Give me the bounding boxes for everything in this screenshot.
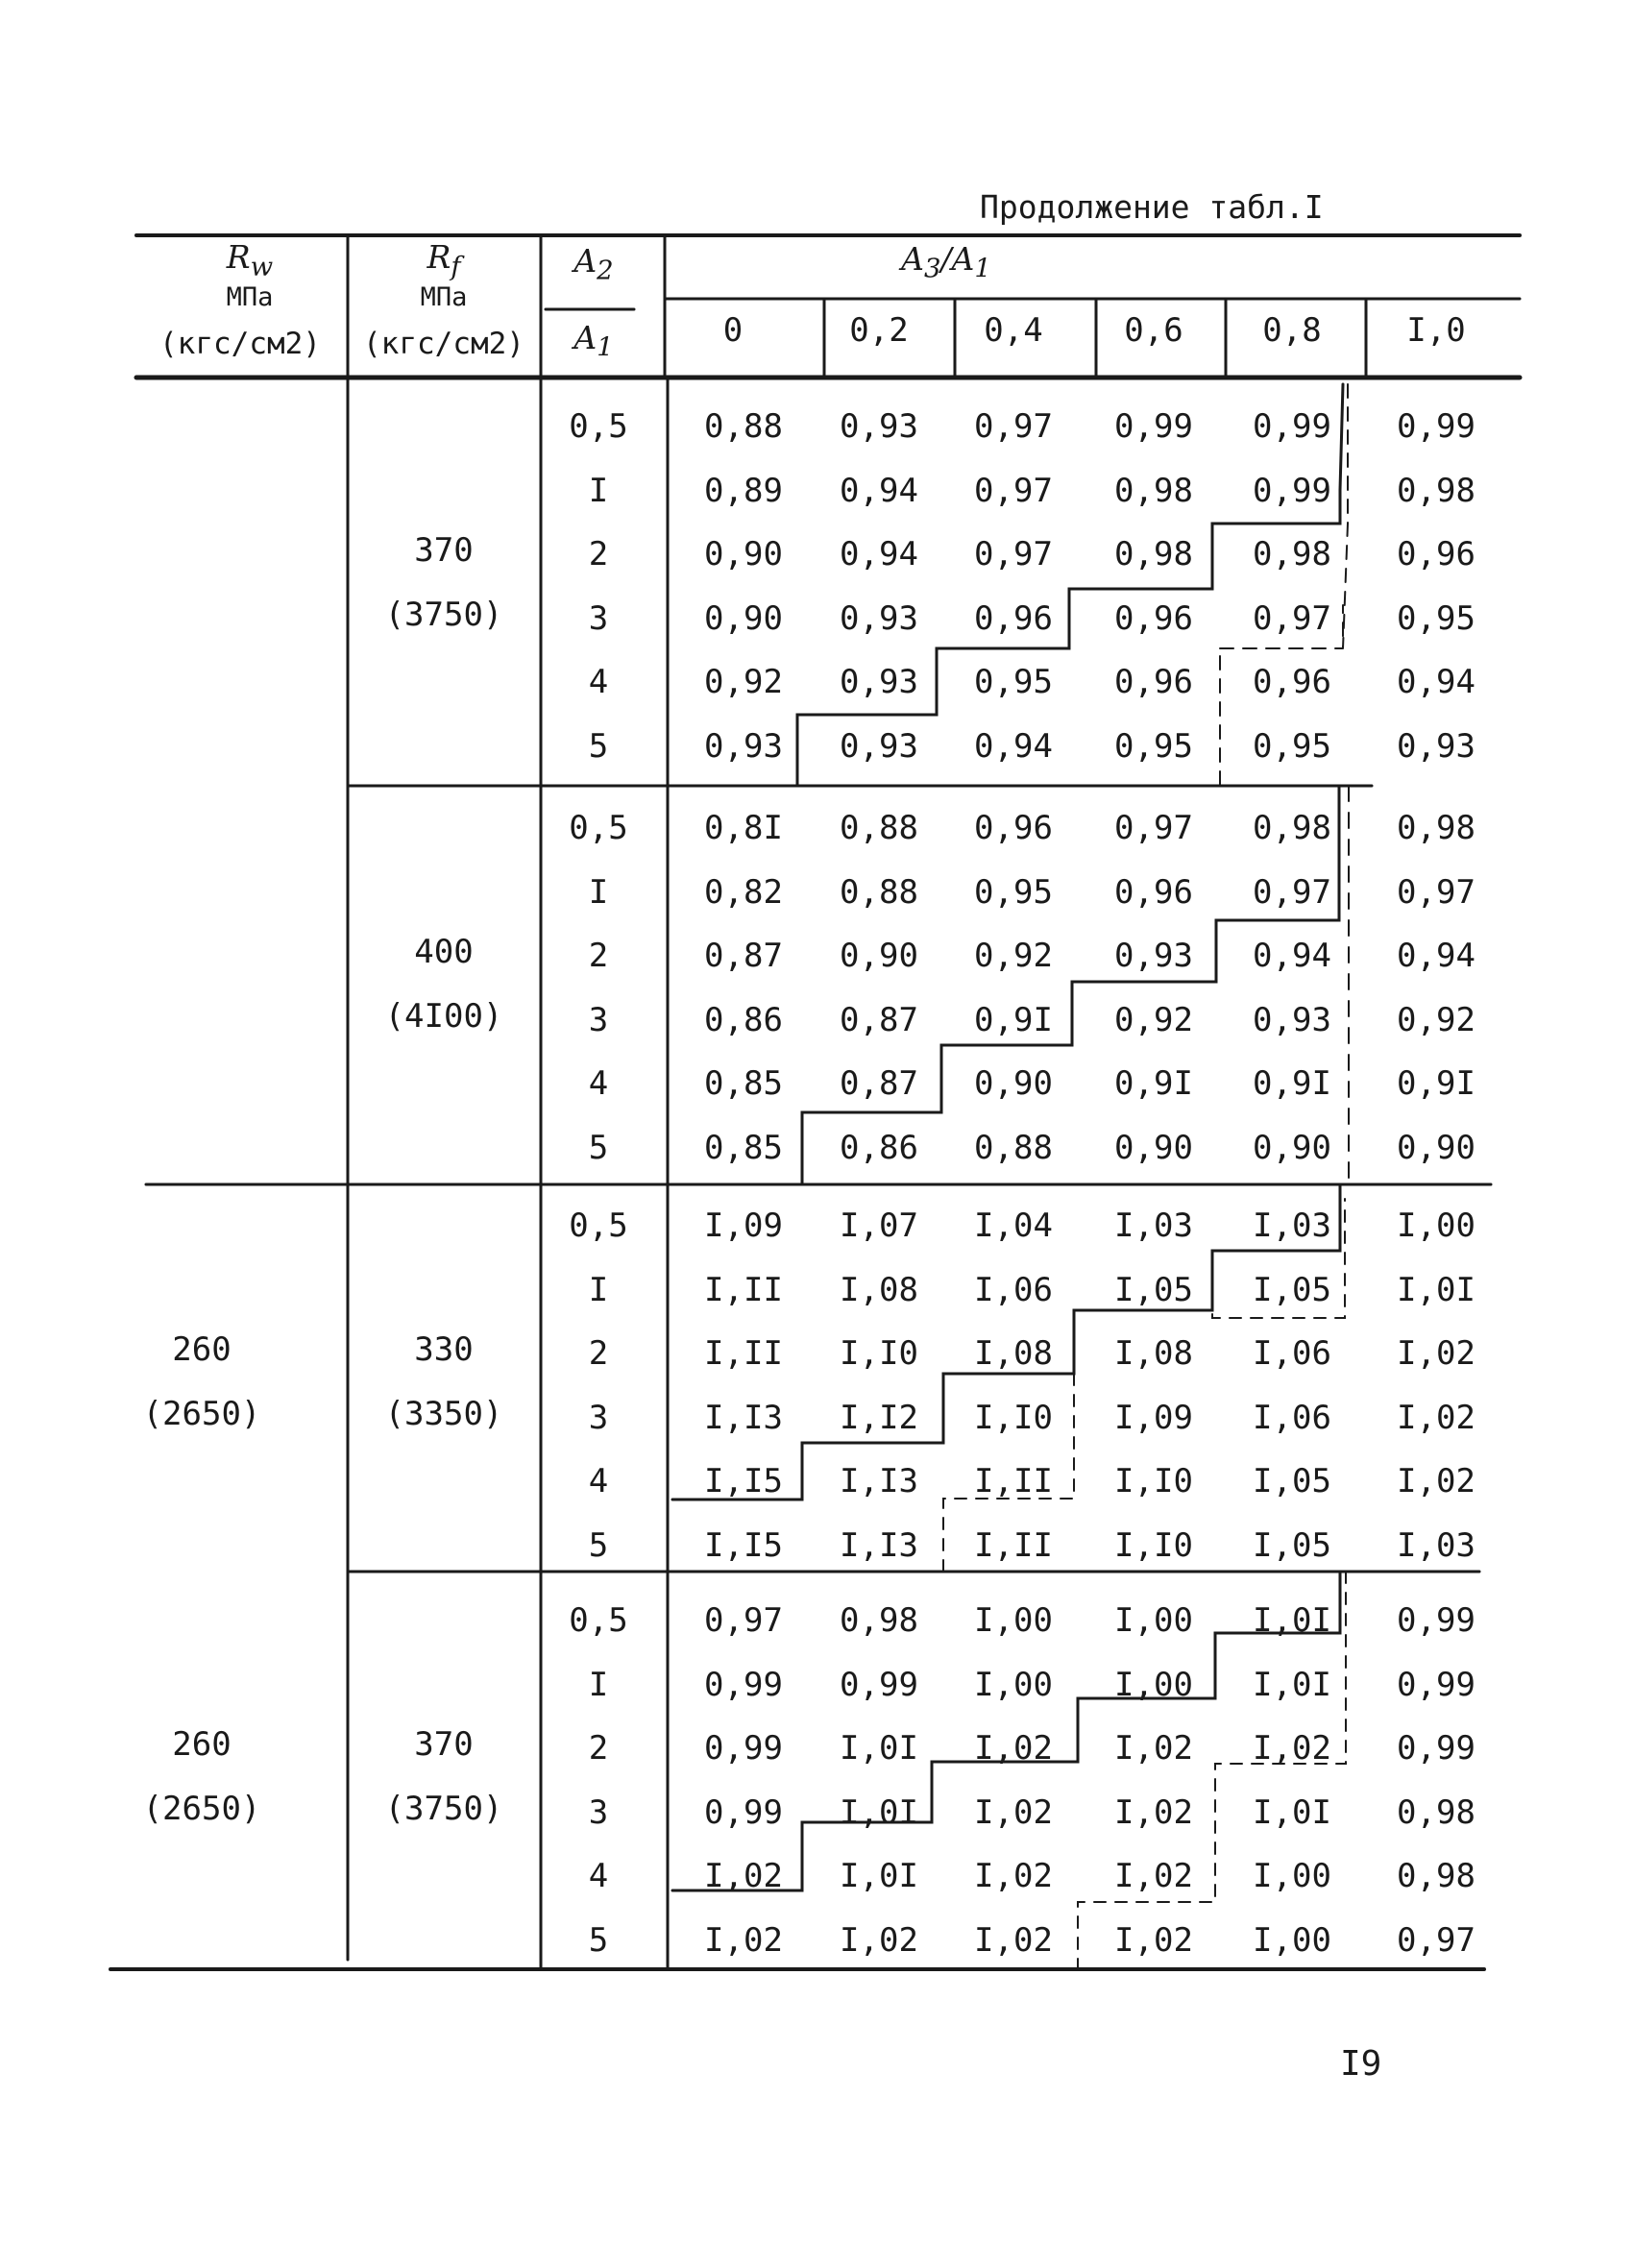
value-cell: I,05 <box>1253 1462 1331 1500</box>
value-cell: 0,98 <box>840 1601 918 1640</box>
value-cell: I,0I <box>1253 1665 1331 1704</box>
ratio-cell: 0,5 <box>569 809 628 847</box>
value-cell: 0,97 <box>1253 598 1331 638</box>
value-cell: 0,90 <box>704 598 783 638</box>
value-cell: I,02 <box>704 1920 783 1960</box>
value-cell: 0,99 <box>1253 471 1331 510</box>
value-cell: 0,85 <box>704 1064 783 1103</box>
ratio-cell: 5 <box>588 726 609 766</box>
value-cell: 0,99 <box>1397 407 1475 446</box>
value-cell: I,II <box>704 1334 783 1373</box>
ratio-cell: 0,5 <box>569 407 628 446</box>
value-cell: 0,93 <box>704 726 783 766</box>
value-cell: 0,87 <box>704 937 783 975</box>
value-cell: I,I0 <box>974 1398 1053 1437</box>
value-cell: 0,93 <box>840 407 918 446</box>
ratio-cell: 0,5 <box>569 1207 628 1245</box>
value-cell: I,02 <box>1397 1398 1475 1437</box>
rw-header <box>154 238 346 282</box>
rf-value: 370 <box>414 531 474 570</box>
value-cell: 0,96 <box>1114 872 1193 912</box>
value-cell: I,02 <box>1114 1792 1193 1832</box>
rf-unit: МПа <box>420 282 468 312</box>
rf-value-kgs: (3750) <box>384 1789 503 1828</box>
value-cell: I,0I <box>1397 1270 1475 1309</box>
column-header: 0,8 <box>1262 311 1322 350</box>
rf-value-kgs: (3750) <box>384 595 503 634</box>
value-cell: I,00 <box>974 1601 1053 1640</box>
value-cell: I,07 <box>840 1207 918 1245</box>
value-cell: I,08 <box>974 1334 1053 1373</box>
value-cell: 0,9I <box>1114 1064 1193 1103</box>
rf-value: 400 <box>414 933 474 971</box>
rw-value-kgs <box>106 594 298 636</box>
value-cell: I,II <box>704 1270 783 1309</box>
value-cell: I,02 <box>974 1920 1053 1960</box>
ratio-cell: 4 <box>588 1462 609 1500</box>
value-cell: I,02 <box>1397 1462 1475 1500</box>
column-header: 0 <box>722 311 744 350</box>
ratio-cell: 4 <box>588 1857 609 1895</box>
ratio-numerator: $A_2$ <box>573 242 614 286</box>
value-cell: 0,8I <box>704 809 783 847</box>
value-cell: 0,97 <box>974 407 1053 446</box>
value-cell: 0,88 <box>704 407 783 446</box>
value-cell: I,0I <box>840 1857 918 1895</box>
rf-value-kgs: (3350) <box>384 1394 503 1433</box>
value-cell: 0,9I <box>1397 1064 1475 1103</box>
value-cell: I,03 <box>1114 1207 1193 1245</box>
value-cell: I,02 <box>1114 1729 1193 1768</box>
value-cell: 0,95 <box>1253 726 1331 766</box>
value-cell: I,I0 <box>1114 1525 1193 1565</box>
value-cell: I,08 <box>1114 1334 1193 1373</box>
rw-value-kgs <box>106 995 298 1037</box>
value-cell: I,02 <box>974 1857 1053 1895</box>
value-cell: 0,98 <box>1253 809 1331 847</box>
value-cell: 0,94 <box>840 535 918 573</box>
value-cell: 0,93 <box>840 663 918 701</box>
rw-unit: МПа <box>226 282 274 312</box>
value-cell: 0,95 <box>1114 726 1193 766</box>
value-cell: I,I0 <box>1114 1462 1193 1500</box>
ratio-cell: 3 <box>588 1398 609 1437</box>
value-cell: I,I3 <box>840 1525 918 1565</box>
rf-symbol: R <box>427 238 451 276</box>
rw-value: 260 <box>172 1330 232 1369</box>
ratio-cell: 3 <box>588 1792 609 1832</box>
ratio-cell: 2 <box>588 937 609 975</box>
rw-value: 260 <box>172 1725 232 1764</box>
value-cell: I,00 <box>1114 1601 1193 1640</box>
value-cell: 0,98 <box>1397 1857 1475 1895</box>
ratio-cell: 2 <box>588 1334 609 1373</box>
value-cell: 0,94 <box>1253 937 1331 975</box>
value-cell: 0,85 <box>704 1128 783 1167</box>
rw-value <box>106 931 298 973</box>
value-cell: I,03 <box>1253 1207 1331 1245</box>
ratio-cell: I <box>588 471 609 510</box>
value-cell: I,02 <box>974 1792 1053 1832</box>
value-cell: 0,90 <box>704 535 783 573</box>
value-cell: 0,99 <box>1397 1665 1475 1704</box>
value-cell: I,00 <box>974 1665 1053 1704</box>
ratio-cell: I <box>588 872 609 912</box>
value-cell: I,00 <box>1253 1920 1331 1960</box>
value-cell: 0,99 <box>1253 407 1331 446</box>
ratio-cell: 4 <box>588 663 609 701</box>
value-cell: 0,96 <box>1114 598 1193 638</box>
value-cell: 0,92 <box>1397 1000 1475 1039</box>
value-cell: 0,97 <box>1397 1920 1475 1960</box>
ratio-cell: I <box>588 1270 609 1309</box>
column-header: 0,6 <box>1124 311 1183 350</box>
value-cell: I,00 <box>1114 1665 1193 1704</box>
value-cell: 0,98 <box>1397 1792 1475 1832</box>
value-cell: 0,88 <box>840 809 918 847</box>
rf-unit-kgs: (кгс/см2) <box>363 327 524 361</box>
rf-value: 370 <box>414 1725 474 1764</box>
value-cell: I,02 <box>840 1920 918 1960</box>
value-cell: I,03 <box>1397 1525 1475 1565</box>
rf-value-kgs: (4I00) <box>384 996 503 1036</box>
value-cell: I,02 <box>974 1729 1053 1768</box>
ratio-cell: 2 <box>588 1729 609 1768</box>
value-cell: I,06 <box>1253 1334 1331 1373</box>
value-cell: 0,86 <box>704 1000 783 1039</box>
value-cell: 0,94 <box>1397 937 1475 975</box>
value-cell: 0,98 <box>1397 809 1475 847</box>
value-cell: 0,99 <box>1397 1729 1475 1768</box>
value-cell: I,09 <box>704 1207 783 1245</box>
value-cell: 0,98 <box>1114 535 1193 573</box>
value-cell: 0,88 <box>840 872 918 912</box>
value-cell: I,06 <box>974 1270 1053 1309</box>
value-cell: 0,94 <box>974 726 1053 766</box>
value-cell: 0,90 <box>840 937 918 975</box>
ratio-cell: 5 <box>588 1525 609 1565</box>
value-cell: 0,90 <box>1397 1128 1475 1167</box>
value-cell: I,05 <box>1253 1270 1331 1309</box>
value-cell: I,08 <box>840 1270 918 1309</box>
value-cell: 0,97 <box>1397 872 1475 912</box>
value-cell: 0,98 <box>1114 471 1193 510</box>
value-cell: 0,95 <box>1397 598 1475 638</box>
table-caption: Продолжение табл.I <box>980 188 1324 226</box>
value-cell: 0,9I <box>1253 1064 1331 1103</box>
value-cell: 0,97 <box>1114 809 1193 847</box>
group-title: $A_3/A_1$ <box>901 240 991 284</box>
ratio-cell: 5 <box>588 1920 609 1960</box>
value-cell: 0,92 <box>1114 1000 1193 1039</box>
ratio-cell: 5 <box>588 1128 609 1167</box>
value-cell: 0,97 <box>974 535 1053 573</box>
value-cell: 0,88 <box>974 1128 1053 1167</box>
column-header: 0,4 <box>984 311 1043 350</box>
value-cell: 0,93 <box>1253 1000 1331 1039</box>
value-cell: 0,96 <box>974 598 1053 638</box>
value-cell: I,I3 <box>840 1462 918 1500</box>
value-cell: 0,93 <box>840 598 918 638</box>
value-cell: 0,93 <box>840 726 918 766</box>
value-cell: I,05 <box>1114 1270 1193 1309</box>
value-cell: 0,94 <box>1397 663 1475 701</box>
rw-value <box>106 529 298 572</box>
ratio-cell: 4 <box>588 1064 609 1103</box>
value-cell: 0,95 <box>974 872 1053 912</box>
value-cell: I,I5 <box>704 1525 783 1565</box>
value-cell: I,02 <box>1114 1920 1193 1960</box>
rf-value: 330 <box>414 1330 474 1369</box>
ratio-cell: I <box>588 1665 609 1704</box>
rw-unit-kgs: (кгс/см2) <box>159 327 321 361</box>
value-cell: 0,87 <box>840 1000 918 1039</box>
value-cell: 0,90 <box>1253 1128 1331 1167</box>
value-cell: I,0I <box>1253 1601 1331 1640</box>
ratio-cell: 2 <box>588 535 609 573</box>
value-cell: 0,98 <box>1253 535 1331 573</box>
value-cell: 0,96 <box>1253 663 1331 701</box>
value-cell: 0,97 <box>974 471 1053 510</box>
value-cell: 0,99 <box>840 1665 918 1704</box>
value-cell: 0,90 <box>974 1064 1053 1103</box>
value-cell: I,I5 <box>704 1462 783 1500</box>
column-header: 0,2 <box>849 311 909 350</box>
rf-subscript: f <box>451 251 461 282</box>
value-cell: 0,82 <box>704 872 783 912</box>
value-cell: 0,99 <box>1114 407 1193 446</box>
value-cell: I,04 <box>974 1207 1053 1245</box>
value-cell: I,I2 <box>840 1398 918 1437</box>
value-cell: I,0I <box>1253 1792 1331 1832</box>
value-cell: 0,99 <box>704 1792 783 1832</box>
value-cell: I,II <box>974 1525 1053 1565</box>
rw-value-kgs: (2650) <box>142 1789 261 1828</box>
value-cell: I,02 <box>1114 1857 1193 1895</box>
page-number: I9 <box>1340 2044 1382 2084</box>
value-cell: 0,96 <box>974 809 1053 847</box>
value-cell: 0,98 <box>1397 471 1475 510</box>
value-cell: 0,90 <box>1114 1128 1193 1167</box>
value-cell: 0,96 <box>1397 535 1475 573</box>
rw-symbol: R <box>226 238 251 276</box>
value-cell: I,09 <box>1114 1398 1193 1437</box>
rf-header <box>348 238 540 282</box>
ratio-denominator: $A_1$ <box>573 319 614 363</box>
value-cell: 0,95 <box>974 663 1053 701</box>
value-cell: 0,93 <box>1397 726 1475 766</box>
value-cell: 0,9I <box>974 1000 1053 1039</box>
value-cell: 0,99 <box>704 1665 783 1704</box>
value-cell: 0,86 <box>840 1128 918 1167</box>
value-cell: I,II <box>974 1462 1053 1500</box>
value-cell: I,I3 <box>704 1398 783 1437</box>
value-cell: 0,96 <box>1114 663 1193 701</box>
column-header: I,0 <box>1406 311 1466 350</box>
value-cell: 0,94 <box>840 471 918 510</box>
value-cell: I,00 <box>1397 1207 1475 1245</box>
value-cell: I,02 <box>704 1857 783 1895</box>
rw-value-kgs: (2650) <box>142 1394 261 1433</box>
value-cell: I,0I <box>840 1792 918 1832</box>
value-cell: I,00 <box>1253 1857 1331 1895</box>
value-cell: 0,92 <box>704 663 783 701</box>
value-cell: 0,89 <box>704 471 783 510</box>
ratio-cell: 0,5 <box>569 1601 628 1640</box>
value-cell: 0,99 <box>1397 1601 1475 1640</box>
value-cell: I,02 <box>1253 1729 1331 1768</box>
value-cell: 0,97 <box>704 1601 783 1640</box>
value-cell: 0,92 <box>974 937 1053 975</box>
value-cell: I,02 <box>1397 1334 1475 1373</box>
value-cell: I,05 <box>1253 1525 1331 1565</box>
value-cell: I,06 <box>1253 1398 1331 1437</box>
value-cell: I,0I <box>840 1729 918 1768</box>
value-cell: 0,93 <box>1114 937 1193 975</box>
value-cell: 0,99 <box>704 1729 783 1768</box>
value-cell: 0,87 <box>840 1064 918 1103</box>
rw-subscript: w <box>250 251 274 282</box>
value-cell: 0,97 <box>1253 872 1331 912</box>
ratio-cell: 3 <box>588 1000 609 1039</box>
ratio-cell: 3 <box>588 598 609 638</box>
value-cell: I,I0 <box>840 1334 918 1373</box>
